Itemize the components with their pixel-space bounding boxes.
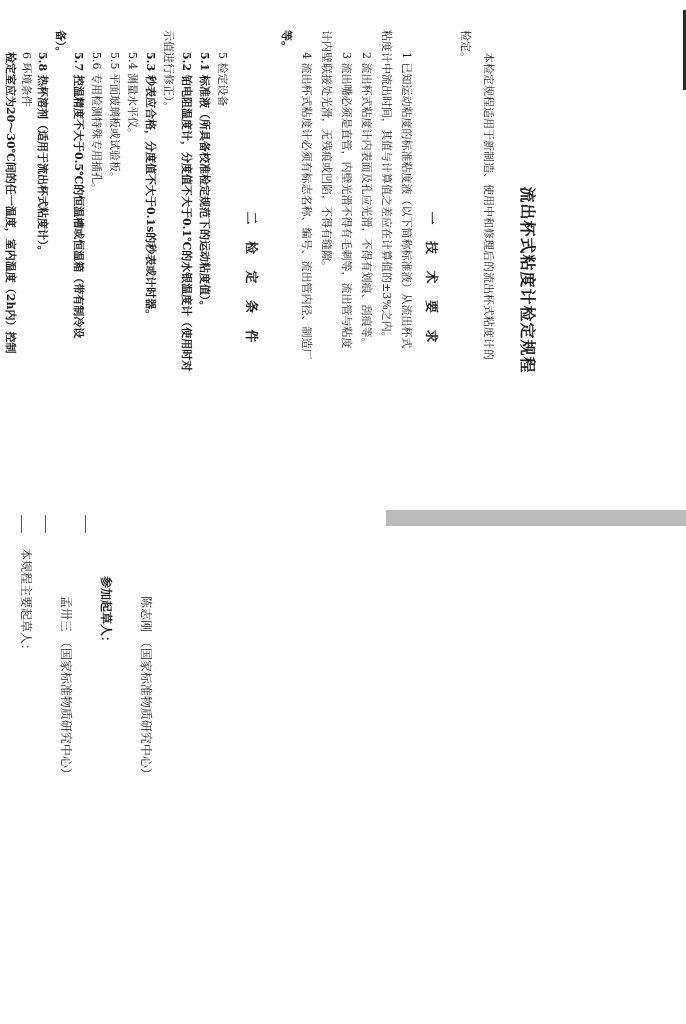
section-heading-conditions: 二 检 定 条 件 — [243, 211, 258, 349]
page-title: 流出杯式粘度计检定规程 — [518, 186, 537, 374]
cond-line-1: 5 检定设备 — [216, 52, 229, 107]
cond-line-10: 备）。 — [54, 30, 67, 58]
cond-line-3: 5.2 铂电阻温度计，分度值不大于0.1℃的水银温度计（使用时对 — [180, 52, 193, 372]
tech-line-5: 计内壁联接处光滑，无残痕或凹陷，不得有缝隙。 — [320, 30, 333, 272]
tech-line-7: 等。 — [280, 30, 293, 52]
cond-line-7: 5.5 平面玻璃板或试验板。 — [108, 52, 121, 183]
credits-line-3: 参加起草人： — [99, 576, 113, 649]
cond-line-12: 6 环境条件 — [20, 52, 33, 107]
tech-line-2: 粘度计中流出时间，其值与计算值之差应在计算值的±3%之内。 — [380, 30, 393, 343]
tech-line-4: 3 流出嘴必须是直管，内壁光滑不得有毛刺等，流出管与粘度 — [340, 52, 353, 349]
cond-line-11: 5.8 热杯溶剂（适用于流出杯式粘度计）。 — [36, 52, 49, 257]
tech-line-1: 1 已知运动粘度的标准粘度液（以下简称标准液）从流出杯式 — [400, 52, 413, 349]
intro-line-2: 检定。 — [459, 30, 472, 63]
cond-line-6: 5.4 测量水平仪。 — [126, 52, 139, 139]
credits-line-4: 陈志刚 （国家标准物质研究中心） — [139, 596, 153, 780]
cond-line-13: 检定室应为20～30℃间的任一温度，室内温度（2h内）控制 — [4, 52, 17, 354]
cond-line-5: 5.3 秒表应合格，分度值不大于0.1s的秒表或计时器。 — [144, 52, 157, 321]
tech-line-6: 4 流出杯式粘度计必须有标志名称、编号、流出管内径、制造厂 — [300, 52, 313, 360]
intro-line-1: 本检定规程适用于新制造、使用中和修理后的流出杯式粘度计的 — [482, 52, 495, 360]
cond-line-2: 5.1 标准液（所具备校准检定规范下的运动粘度值）。 — [198, 52, 211, 312]
cond-line-4: 示值进行修正）。 — [162, 30, 175, 113]
section-heading-technical: 一 技 术 要 求 — [423, 211, 438, 349]
credits-line-1: 本规程主要起草人： — [19, 548, 33, 657]
tech-line-3: 2 流出杯式粘度计内表面及孔应光滑，不得有划痕、刮痕等。 — [360, 52, 373, 349]
regulation-body — [0, 30, 686, 530]
cond-line-8: 5.6 专用检测特殊专用插孔。 — [90, 52, 103, 194]
drafting-units — [0, 548, 686, 1018]
cond-line-9: 5.7 控温精度不大于0.5℃的恒温槽或恒温箱（带有制冷设 — [72, 52, 85, 339]
credits-line-2: 孟卅三 （国家标准物质研究中心） — [59, 596, 73, 780]
